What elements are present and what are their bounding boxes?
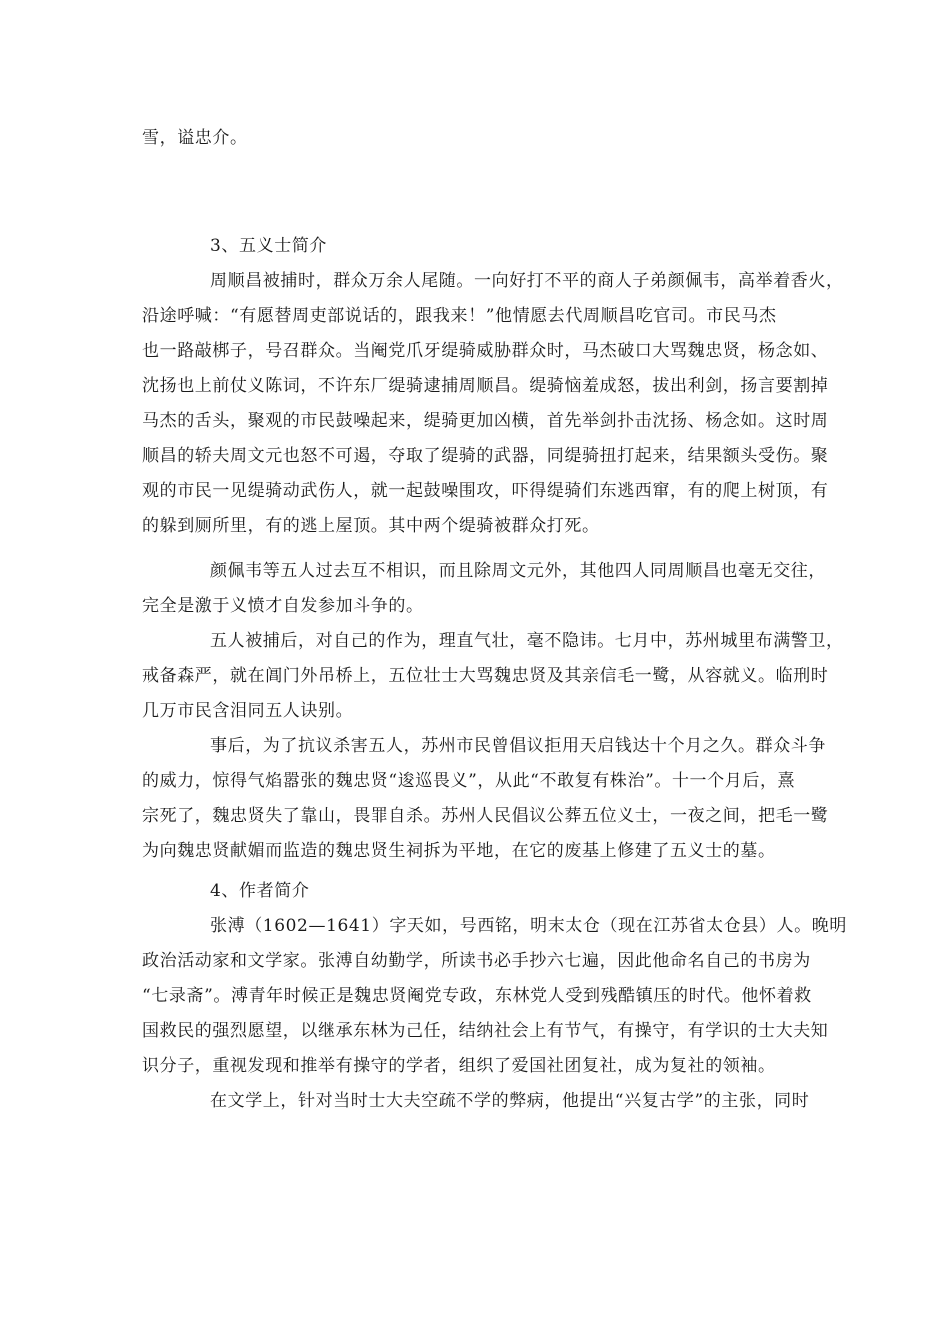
text-line: 为向魏忠贤献媚而监造的魏忠贤生祠拆为平地，在它的废基上修建了五义士的墓。 [142, 841, 776, 861]
text-line: 马杰的舌头，聚观的市民鼓噪起来，缇骑更加凶横，首先举剑扑击沈扬、杨念如。这时周 [142, 411, 829, 431]
text-line: 颜佩韦等五人过去互不相识，而且除周文元外，其他四人同周顺昌也毫无交往， [210, 561, 826, 581]
text-line: 五人被捕后，对自己的作为，理直气壮，毫不隐讳。七月中，苏州城里布满警卫， [210, 631, 844, 651]
text-line: “七录斋”。溥青年时候正是魏忠贤阉党专政，东林党人受到残酷镇压的时代。他怀着救 [142, 986, 812, 1006]
text-line: 的躲到厕所里，有的逃上屋顶。其中两个缇骑被群众打死。 [142, 516, 600, 536]
text-line: 沈扬也上前仗义陈词，不许东厂缇骑逮捕周顺昌。缇骑恼羞成怒，拔出利剑，扬言要割掉 [142, 376, 829, 396]
text-line: 政治活动家和文学家。张溥自幼勤学，所读书必手抄六七遍，因此他命名自己的书房为 [142, 951, 811, 971]
text-line: 观的市民一见缇骑动武伤人，就一起鼓噪围攻，吓得缇骑们东逃西窜，有的爬上树顶，有 [142, 481, 829, 501]
text-line: 的威力，惊得气焰嚣张的魏忠贤“逡巡畏义”，从此“不敢复有株治”。十一个月后，熹 [142, 771, 796, 791]
text-line: 也一路敲梆子，号召群众。当阉党爪牙缇骑威胁群众时，马杰破口大骂魏忠贤，杨念如、 [142, 341, 829, 361]
text-line: 张溥（1602—1641）字天如，号西铭，明末太仓（现在江苏省太仓县）人。晚明 [210, 916, 847, 936]
text-line: 完全是激于义愤才自发参加斗争的。 [142, 596, 424, 616]
text-line: 沿途呼喊：“有愿替周吏部说话的，跟我来！”他情愿去代周顺昌吃官司。市民马杰 [142, 306, 777, 326]
text-line: 几万市民含泪同五人诀别。 [142, 701, 354, 721]
text-line: 戒备森严，就在阊门外吊桥上，五位壮士大骂魏忠贤及其亲信毛一鹭，从容就义。临刑时 [142, 666, 829, 686]
section-heading: 3、五义士简介 [210, 236, 328, 256]
text-line: 国救民的强烈愿望，以继承东林为己任，结纳社会上有节气，有操守，有学识的士大夫知 [142, 1021, 829, 1041]
text-line: 宗死了，魏忠贤失了靠山，畏罪自杀。苏州人民倡议公葬五位义士，一夜之间，把毛一鹭 [142, 806, 829, 826]
text-line: 雪，谥忠介。 [142, 128, 248, 148]
text-line: 事后，为了抗议杀害五人，苏州市民曾倡议拒用天启钱达十个月之久。群众斗争 [210, 736, 826, 756]
section-heading: 4、作者简介 [210, 881, 310, 901]
text-line: 识分子，重视发现和推举有操守的学者，组织了爱国社团复社，成为复社的领袖。 [142, 1056, 776, 1076]
text-line: 顺昌的轿夫周文元也怒不可遏，夺取了缇骑的武器，同缇骑扭打起来，结果额头受伤。聚 [142, 446, 829, 466]
text-line: 周顺昌被捕时，群众万余人尾随。一向好打不平的商人子弟颜佩韦，高举着香火， [210, 271, 844, 291]
text-line: 在文学上，针对当时士大夫空疏不学的弊病，他提出“兴复古学”的主张，同时 [210, 1091, 810, 1111]
